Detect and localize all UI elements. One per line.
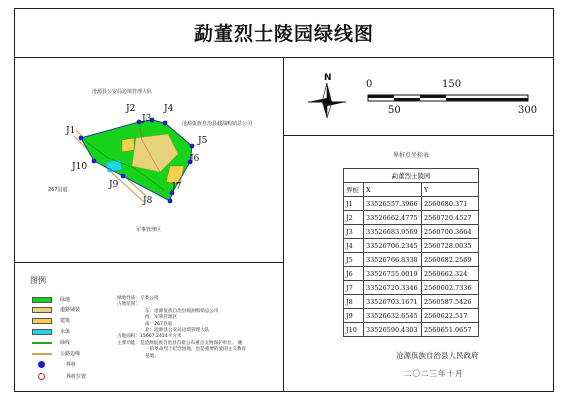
table-cell: 33526632.6545 — [364, 309, 422, 323]
table-header-row — [344, 169, 479, 183]
table-cell: J6 — [344, 267, 364, 281]
table-cell: 33526557.3966 — [364, 197, 422, 211]
scale-bar — [364, 75, 544, 123]
issuer: 沧源佤族自治县人民政府 — [396, 351, 479, 360]
column-header: X — [364, 183, 422, 197]
table-cell: J4 — [344, 239, 364, 253]
boundary-marker — [163, 121, 168, 126]
point-label-j6: J6 — [190, 154, 200, 164]
info-line: 基地。 — [145, 353, 159, 359]
table-cell: 2560602.7336 — [422, 281, 479, 295]
legend-item — [32, 306, 80, 313]
north-label: N — [324, 73, 332, 83]
table-cell: 2560662.324 — [422, 267, 479, 281]
info-line: 占地面积：15667.2414平方米 — [117, 334, 182, 340]
water-area — [106, 160, 122, 172]
label-south-neighbor: 军事管理区 — [136, 227, 162, 233]
table-cell: J10 — [344, 323, 364, 337]
point-label-j1: J1 — [66, 126, 76, 136]
table-cell: 33526755.0019 — [364, 267, 422, 281]
point-label-j4: J4 — [164, 104, 174, 114]
point-label-j10: J10 — [72, 162, 88, 172]
boundary-marker — [137, 120, 142, 125]
legend-swatch — [32, 342, 52, 344]
legend-swatch — [32, 297, 52, 303]
table-row — [344, 197, 479, 211]
info-line: 一的革命烈士纪念园地，也是重要的爱国主义教育 — [145, 347, 247, 353]
legend-label: 道路铺装 — [60, 307, 81, 313]
table-cell: 2560682.2569 — [422, 253, 479, 267]
legend-swatch — [32, 329, 52, 335]
building-block — [122, 138, 134, 152]
table-cell: J9 — [344, 309, 364, 323]
table-column-row — [344, 183, 479, 197]
table-row — [344, 239, 479, 253]
scale-tick-label: 0 — [366, 79, 373, 90]
table-cell: 2560700.3664 — [422, 225, 479, 239]
table-cell: J1 — [344, 197, 364, 211]
coords-table — [343, 168, 479, 337]
table-row — [344, 225, 479, 239]
table-cell: 33526590.4303 — [364, 323, 422, 337]
table-row — [344, 211, 479, 225]
legend-label: 建筑 — [60, 318, 71, 324]
legend-swatch — [38, 373, 45, 380]
legend-swatch — [38, 361, 45, 368]
label-east-neighbor: 沧源佤族自治县载油购销总公司 — [182, 121, 253, 127]
point-label-j5: J5 — [198, 136, 208, 146]
table-cell: J7 — [344, 281, 364, 295]
boundary-marker — [168, 199, 173, 204]
point-label-j3: J3 — [142, 114, 152, 124]
point-label-j7: J7 — [172, 182, 182, 192]
column-header: 界桩 — [344, 183, 364, 197]
legend-item — [32, 296, 70, 303]
page-title: 勐董烈士陵园绿线图 — [14, 8, 554, 58]
table-row — [344, 309, 479, 323]
table-row — [344, 267, 479, 281]
info-line: 占地范围： — [117, 302, 140, 308]
info-line: 北：沧源县公安局边境管理大队 — [145, 328, 210, 334]
info-line: 西：军事管理区 — [145, 315, 178, 321]
table-cell: 33526662.4775 — [364, 211, 422, 225]
table-cell: 33526683.9569 — [364, 225, 422, 239]
table-cell: 33526766.8338 — [364, 253, 422, 267]
scale-tick-label: 150 — [442, 79, 462, 90]
boundary-marker — [190, 144, 195, 149]
table-cell: 2560720.4527 — [422, 211, 479, 225]
legend-item — [32, 350, 80, 357]
table-cell: 2560728.0035 — [422, 239, 479, 253]
table-cell: J8 — [344, 295, 364, 309]
legend-item — [32, 339, 70, 346]
left-divider — [14, 262, 283, 263]
info-line: 东：沧源佤族自治县载油购销总公司 — [145, 308, 219, 314]
legend-item — [32, 361, 76, 368]
legend-label: 公路边缘 — [60, 351, 81, 357]
point-label-j2: J2 — [126, 104, 136, 114]
info-line: 南：267县道 — [145, 321, 173, 327]
table-cell: J2 — [344, 211, 364, 225]
scale-tick-label: 50 — [388, 105, 401, 116]
table-cell: 33526720.3346 — [364, 281, 422, 295]
legend-label: 界桩位置 — [66, 374, 87, 380]
legend-label: 界桩 — [66, 362, 77, 368]
scale-tick-label: 300 — [518, 105, 538, 116]
legend-item — [32, 373, 86, 380]
legend-item — [32, 328, 70, 335]
legend-label: 绿地 — [60, 297, 71, 303]
legend-label: 绿线 — [60, 340, 71, 346]
table-cell: 2560587.5426 — [422, 295, 479, 309]
point-label-j9: J9 — [109, 180, 119, 190]
legend-swatch — [32, 353, 52, 355]
issue-date: 二〇二三年十月 — [404, 369, 464, 378]
info-line: 主要功能：是沧源佤族自治县首批公布重点文物保护单位。 她 — [117, 340, 243, 346]
table-row — [344, 281, 479, 295]
boundary-marker — [92, 159, 97, 164]
legend-label: 水体 — [60, 329, 71, 335]
table-row — [344, 295, 479, 309]
boundary-marker — [121, 174, 126, 179]
table-cell: J3 — [344, 225, 364, 239]
legend-title: 图例 — [30, 276, 46, 285]
right-divider — [283, 135, 554, 136]
column-header: Y — [422, 183, 479, 197]
boundary-marker — [79, 136, 84, 141]
coords-caption: 界桩点坐标表 — [392, 152, 429, 159]
legend-item — [32, 317, 70, 324]
point-label-j8: J8 — [143, 196, 153, 206]
table-cell: 2560622.517 — [422, 309, 479, 323]
table-header-title: 勐董烈士陵园 — [344, 169, 479, 183]
label-north-neighbor: 沧源县公安局边境管理大队 — [92, 89, 153, 95]
table-row — [344, 323, 479, 337]
legend-swatch — [32, 318, 52, 324]
table-cell: 2560680.371 — [422, 197, 479, 211]
table-cell: J5 — [344, 253, 364, 267]
table-row — [344, 253, 479, 267]
table-cell: 33526703.1671 — [364, 295, 422, 309]
site-info — [117, 296, 287, 360]
table-cell: 2560651.0657 — [422, 323, 479, 337]
north-arrow-icon — [305, 72, 349, 120]
label-road: 267县道 — [48, 187, 68, 193]
info-line: 绿地性质：专类公园 — [117, 296, 159, 301]
table-cell: 33526706.2345 — [364, 239, 422, 253]
legend-swatch — [32, 307, 52, 313]
